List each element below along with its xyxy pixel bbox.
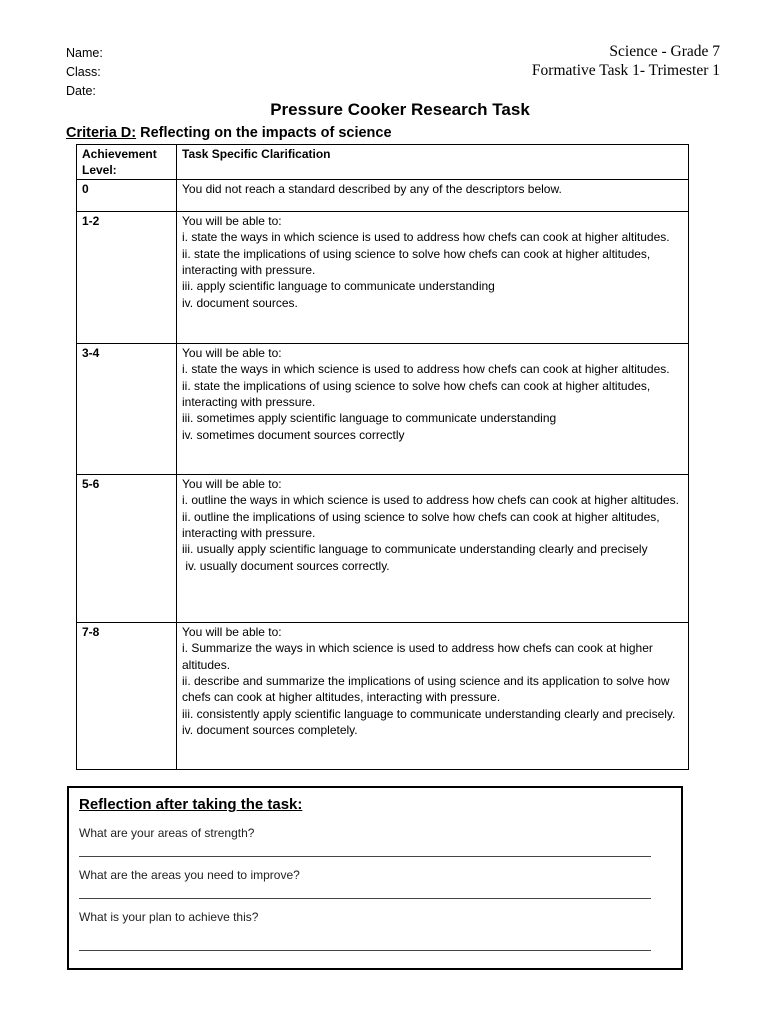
descriptor-line: ii. outline the implications of using science to solve how chefs can cook at higher altitudes, interacting with pressure.: [182, 509, 660, 541]
header-achievement-level: Achievement Level:: [77, 145, 177, 180]
descriptor-line: i. Summarize the ways in which science is used to address how chefs can cook at higher altitudes.: [182, 641, 653, 672]
page-title: Pressure Cooker Research Task: [270, 100, 530, 119]
descriptor-line: iii. consistently apply scientific language to communicate understanding clearly and precisely.: [182, 706, 676, 721]
date-label: Date:: [66, 84, 96, 98]
table-row: [77, 622, 689, 769]
descriptor-cell: [177, 622, 689, 769]
level-cell: 3-4: [77, 343, 177, 474]
descriptor-line: i. state the ways in which science is used to address how chefs can cook at higher altitudes.: [182, 230, 670, 245]
name-label: Name:: [66, 46, 103, 60]
descriptor-line: iv. usually document sources correctly.: [182, 558, 390, 573]
level-cell: 5-6: [77, 474, 177, 622]
descriptor-line: iii. apply scientific language to communicate understanding: [182, 279, 495, 294]
descriptor-line: You will be able to:: [182, 624, 282, 639]
student-info-labels: [66, 44, 103, 101]
descriptor-line: iii. usually apply scientific language to communicate understanding clearly and precisely: [182, 542, 648, 557]
criteria-heading: [66, 125, 392, 141]
plan-question: What is your plan to achieve this?: [79, 910, 259, 924]
criteria-label: Criteria D:: [66, 125, 137, 141]
reflection-box: [67, 786, 683, 970]
descriptor-cell: [177, 343, 689, 474]
level-cell: 1-2: [77, 211, 177, 343]
criteria-text: Reflecting on the impacts of science: [136, 125, 392, 141]
level-cell: 0: [77, 179, 177, 211]
table-header-row: [77, 145, 689, 180]
improve-question: What are the areas you need to improve?: [79, 868, 300, 882]
descriptor-line: iii. sometimes apply scientific language to communicate understanding: [182, 411, 557, 426]
strength-question: What are your areas of strength?: [79, 826, 255, 840]
table-row: [77, 343, 689, 474]
table-row: [77, 179, 689, 211]
task-name: Formative Task 1- Trimester 1: [531, 62, 720, 79]
level-cell: 7-8: [77, 622, 177, 769]
reflection-title: Reflection after taking the task:: [79, 796, 303, 813]
descriptor-cell: [177, 179, 689, 211]
descriptor-line: You will be able to:: [182, 476, 282, 491]
descriptor-cell: [177, 211, 689, 343]
subject-grade: Science - Grade 7: [609, 43, 720, 60]
descriptor-cell: [177, 474, 689, 622]
task-info: [532, 42, 720, 80]
class-label: Class:: [66, 65, 101, 79]
strength-answer-line[interactable]: [79, 856, 651, 857]
descriptor-line: ii. state the implications of using science to solve how chefs can cook at higher altitudes, interacting with pressure.: [182, 246, 651, 278]
descriptor-line: iv. document sources completely.: [182, 723, 358, 738]
improve-answer-line[interactable]: [79, 898, 651, 899]
descriptor-line: iv. document sources.: [182, 295, 298, 310]
plan-answer-line[interactable]: [79, 950, 651, 951]
descriptor-line: i. state the ways in which science is used to address how chefs can cook at higher altitudes.: [182, 362, 670, 377]
descriptor-line: You will be able to:: [182, 213, 282, 228]
descriptor-line: ii. describe and summarize the implications of using science and its application to solve how chefs can cook at higher altitudes, interacting with pressure.: [182, 674, 670, 705]
descriptor-line: You did not reach a standard described by any of the descriptors below.: [182, 181, 562, 196]
descriptor-line: iv. sometimes document sources correctly: [182, 427, 405, 442]
header-task-clarification: Task Specific Clarification: [177, 145, 689, 180]
table-row: [77, 211, 689, 343]
rubric-table: [76, 144, 689, 770]
descriptor-line: i. outline the ways in which science is used to address how chefs can cook at higher altitudes.: [182, 493, 679, 508]
descriptor-line: ii. state the implications of using science to solve how chefs can cook at higher altitudes, interacting with pressure.: [182, 378, 651, 410]
table-row: [77, 474, 689, 622]
descriptor-line: You will be able to:: [182, 345, 282, 360]
